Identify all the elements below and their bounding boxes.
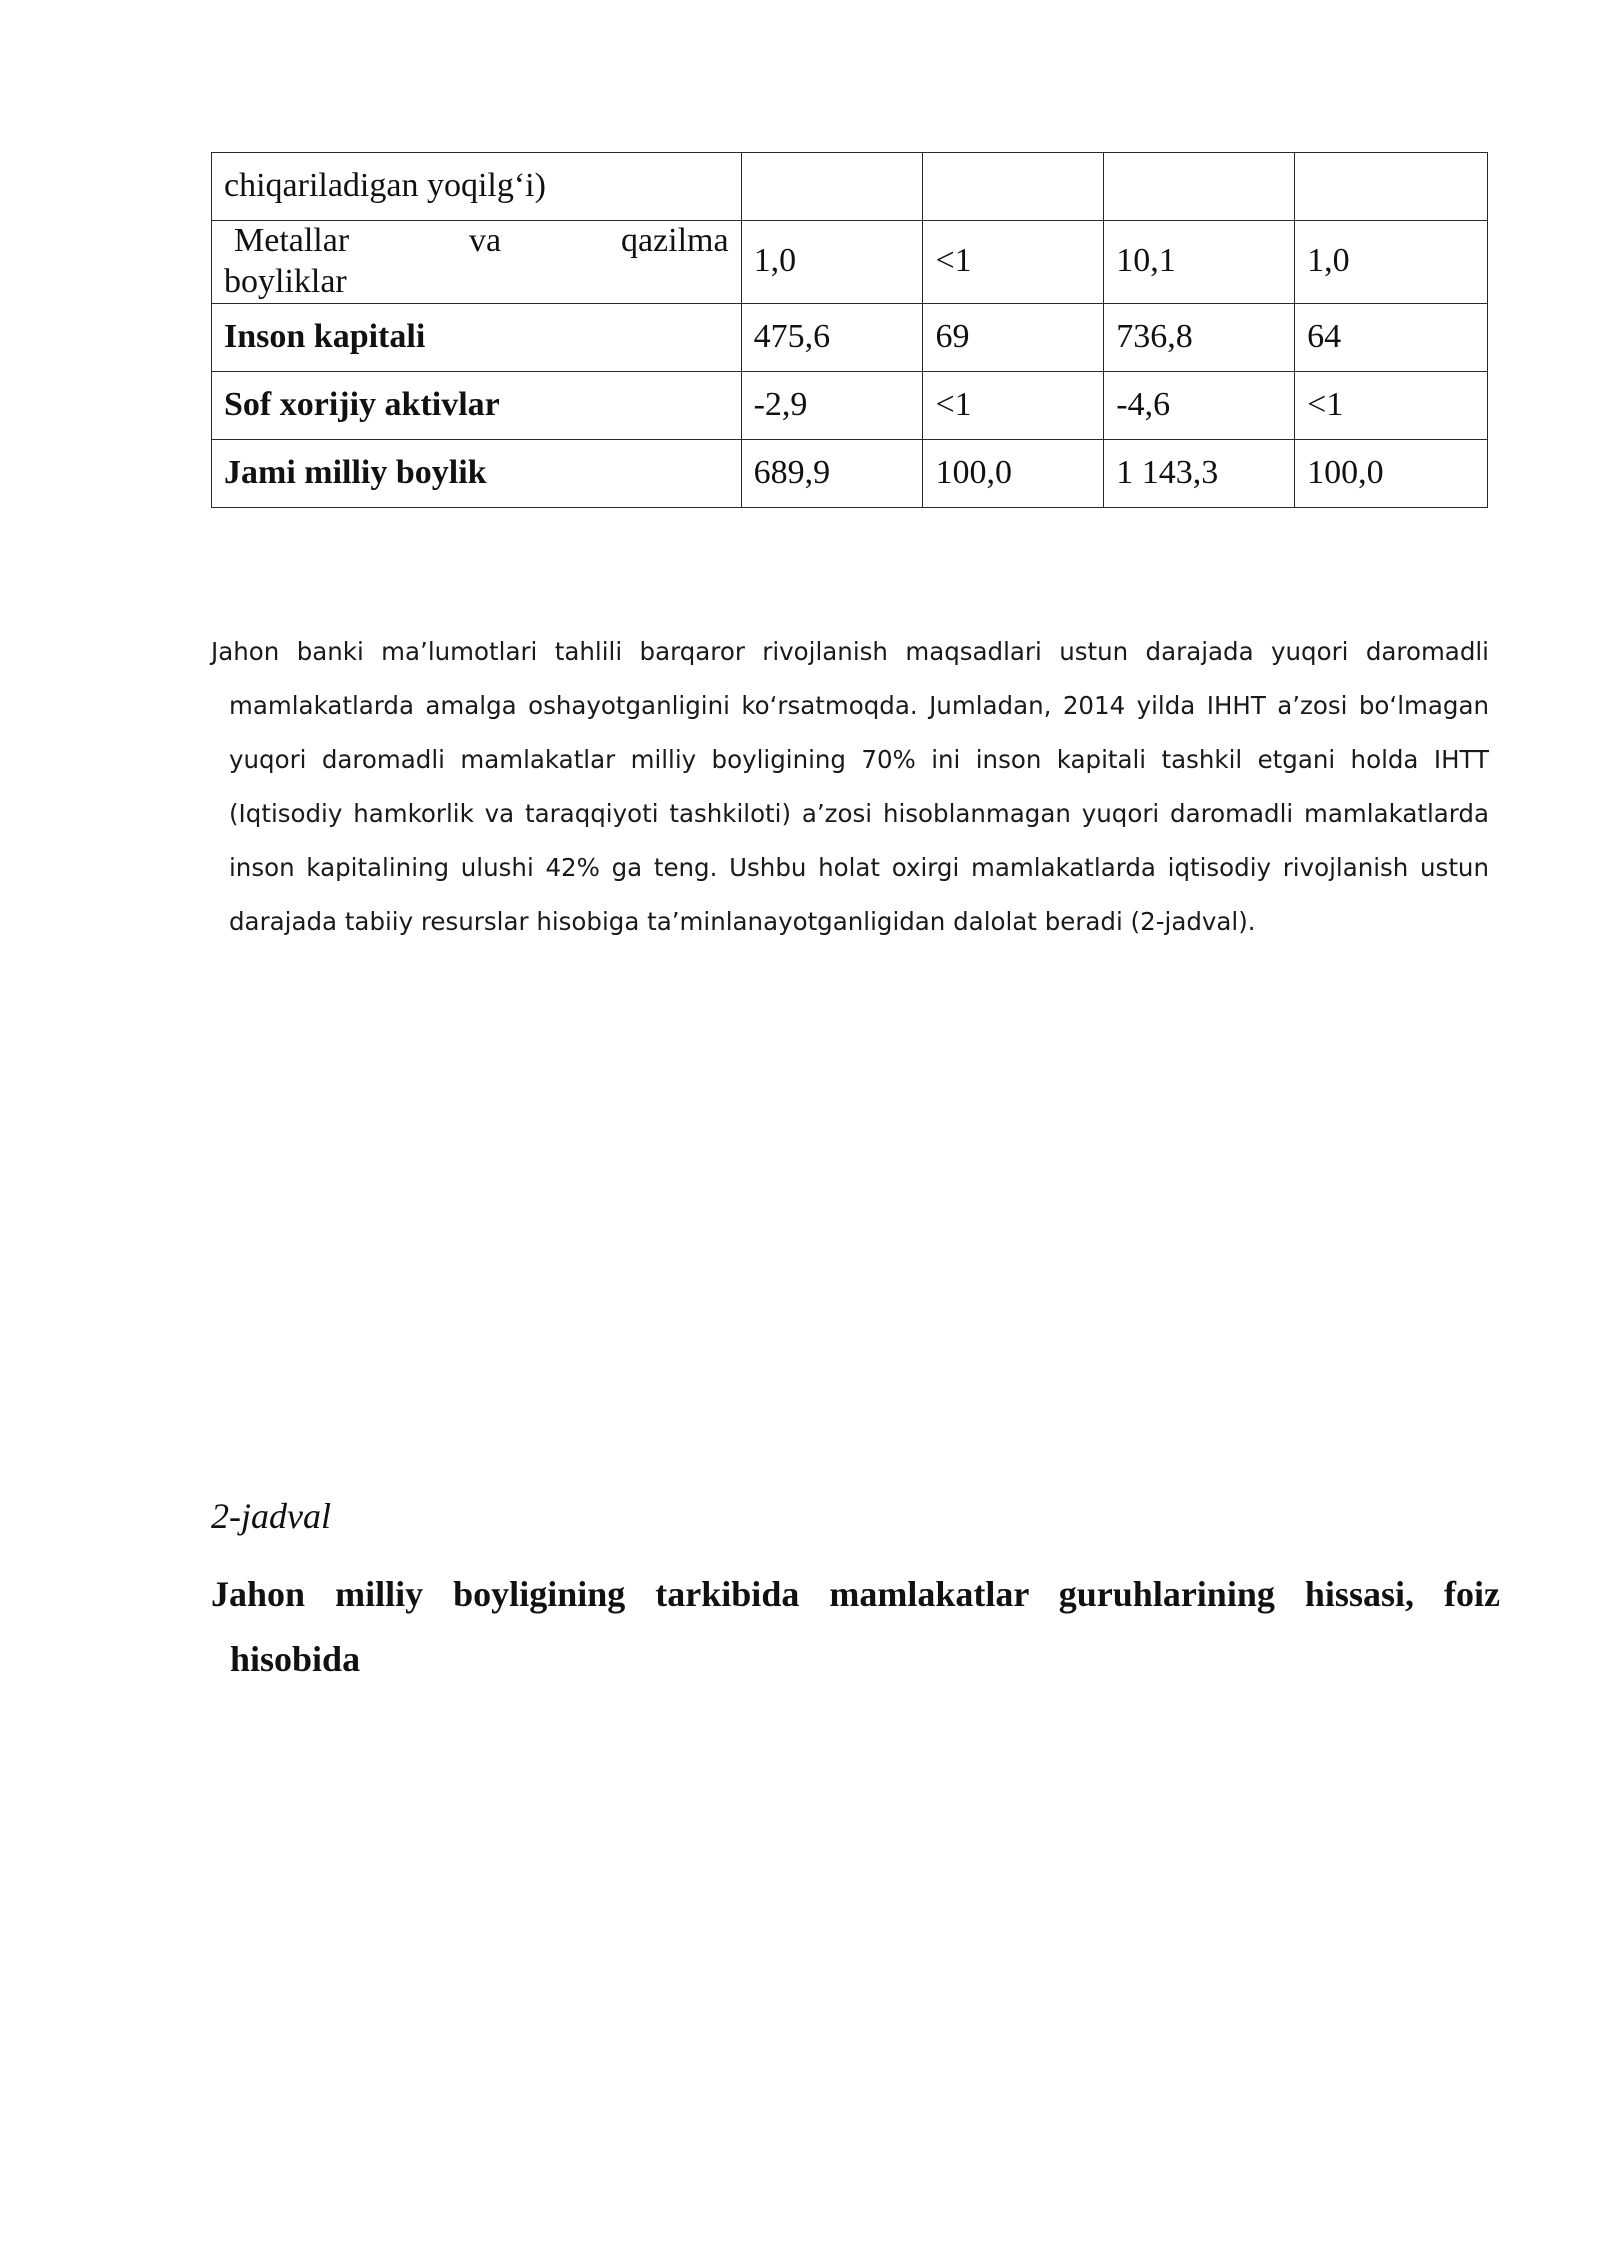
table-cell: 475,6 <box>741 303 923 371</box>
row-label-word: va <box>469 222 502 259</box>
table-cell <box>1295 153 1488 221</box>
table-title: Jahon milliy boyligining tarkibida mamlakatlar guruhlarining hissasi, foiz hisobida <box>211 1574 1500 1679</box>
row-label: Jami milliy boylik <box>212 439 742 507</box>
table-cell: 64 <box>1295 303 1488 371</box>
table-cell: 736,8 <box>1104 303 1295 371</box>
table-row <box>212 303 1488 371</box>
table-row <box>212 371 1488 439</box>
table-cell: 69 <box>923 303 1104 371</box>
table-row <box>212 439 1488 507</box>
row-label: Inson kapitali <box>212 303 742 371</box>
table-caption: 2-jadval <box>211 1496 331 1536</box>
table-cell: -2,9 <box>741 371 923 439</box>
table-cell: <1 <box>923 221 1104 304</box>
table-cell: 1,0 <box>1295 221 1488 304</box>
table-cell: -4,6 <box>1104 371 1295 439</box>
table-cell: 1,0 <box>741 221 923 304</box>
table-cell: 10,1 <box>1104 221 1295 304</box>
table-cell: <1 <box>923 371 1104 439</box>
wealth-table <box>211 152 1488 508</box>
row-label-word: Metallar <box>234 222 350 259</box>
table-cell: 1 143,3 <box>1104 439 1295 507</box>
row-label: Sof xorijiy aktivlar <box>212 371 742 439</box>
table-cell: 689,9 <box>741 439 923 507</box>
table-row <box>212 221 1488 304</box>
table-cell <box>741 153 923 221</box>
row-label <box>212 221 742 304</box>
table-cell <box>923 153 1104 221</box>
body-paragraph: Jahon banki ma’lumotlari tahlili barqaror rivojlanish maqsadlari ustun darajada yuqori daromadli mamlakatlarda amalga oshayotganligini ko‘rsatmoqda. Jumladan, 2014 yilda IHHT a’zosi bo‘lmagan yuqori daromadli mamlakatlar milliy boyligining 70% ini inson kapitali tashkil etgani holda IHTT (Iqtisodiy hamkorlik va taraqqiyoti tashkiloti) a’zosi hisoblanmagan yuqori daromadli mamlakatlarda inson kapitalining ulushi 42% ga teng. Ushbu holat oxirgi mamlakatlarda iqtisodiy rivojlanish ustun darajada tabiiy resurslar hisobiga ta’minlanayotganligidan dalolat beradi (2-jadval). <box>211 637 1489 936</box>
table-cell: 100,0 <box>923 439 1104 507</box>
row-label: chiqariladigan yoqilg‘i) <box>212 153 742 221</box>
row-label-line2: boyliklar <box>224 262 347 300</box>
row-label-word: qazilma <box>620 222 729 259</box>
table-cell: <1 <box>1295 371 1488 439</box>
table-cell: 100,0 <box>1295 439 1488 507</box>
table-row <box>212 153 1488 221</box>
table-cell <box>1104 153 1295 221</box>
